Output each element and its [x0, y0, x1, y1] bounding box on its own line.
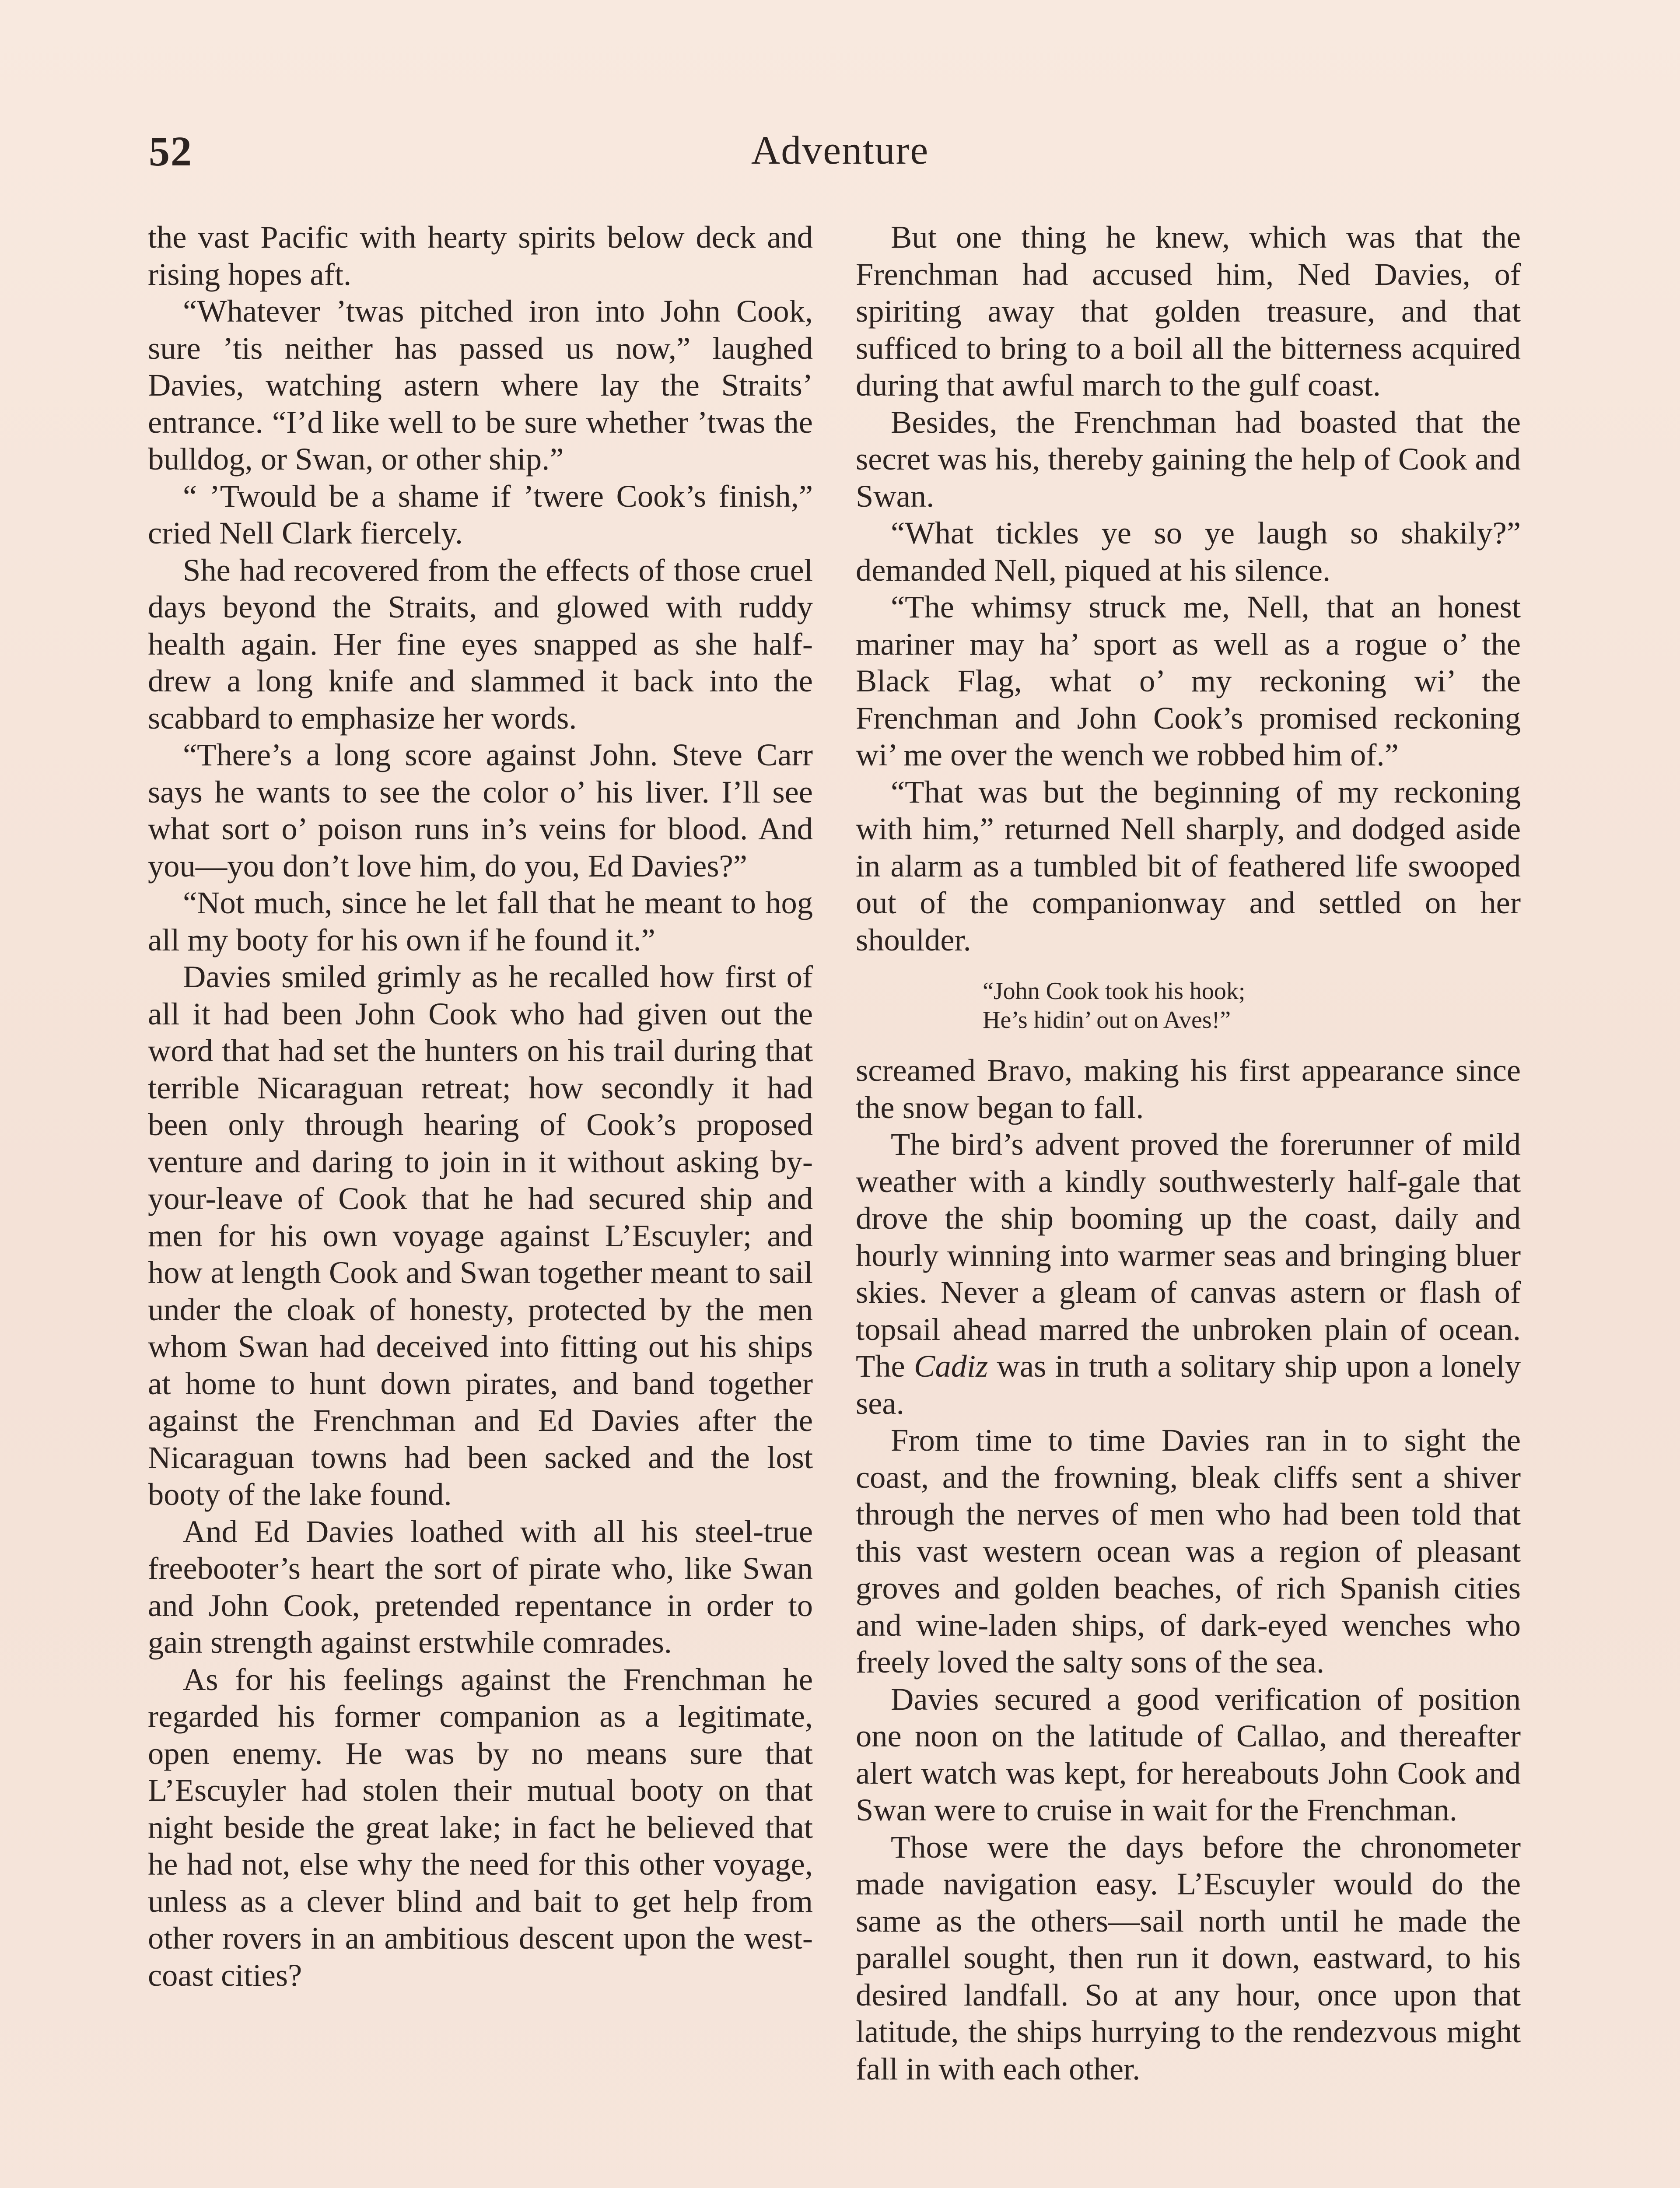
paragraph: She had recovered from the effects of those cruel days beyond the Straits, and glowed with ruddy health again. Her fine eyes snapped as she half-drew a long knife and slammed it back into the scabbard to emphasize her words. — [148, 552, 813, 736]
paragraph: Besides, the Frenchman had boasted that the secret was his, thereby gaining the help of Cook and Swan. — [856, 404, 1521, 514]
paragraph: As for his feelings against the Frenchman he regarded his former companion as a legitimate, open enemy. He was by no means sure that L’Escuyler had stolen their mutual booty on that night beside the great lake; in fact he believed that he had not, else why the need for this other voyage, unless as a clever blind and bait to get help from other rovers in an ambitious descent upon the west-coast cities? — [148, 1661, 813, 1993]
running-head — [149, 127, 1531, 184]
page-header-title: Adventure — [751, 128, 929, 172]
paragraph: Davies smiled grimly as he recalled how first of all it had been John Cook who had given out the word that had set the hunters on his trail during that terrible Nicaraguan retreat; how secondly it had been only through hearing of Cook’s proposed venture and daring to join in it without asking by-your-leave of Cook that he had secured ship and men for his own voyage against L’Escuyler; and how at length Cook and Swan together meant to sail under the cloak of honesty, protected by the men whom Swan had deceived into fitting out his ships at home to hunt down pirates, and band together against the Frenchman and Ed Davies after the Nicaraguan towns had been sacked and the lost booty of the lake found. — [148, 959, 813, 1512]
paragraph: “Not much, since he let fall that he meant to hog all my booty for his own if he found it.” — [148, 885, 813, 957]
right-column — [856, 219, 1521, 2087]
paragraph: And Ed Davies loathed with all his steel-true freebooter’s heart the sort of pirate who, like Swan and John Cook, pretended repentance in order to gain strength against erstwhile comrades. — [148, 1513, 813, 1660]
paragraph: “There’s a long score against John. Steve Carr says he wants to see the color o’ his liver. I’ll see what sort o’ poison runs in’s veins for blood. And you—you don’t love him, do you, Ed Davies?” — [148, 737, 813, 884]
paragraph — [856, 1126, 1521, 1422]
paragraph: “What tickles ye so ye laugh so shakily?” demanded Nell, piqued at his silence. — [856, 515, 1521, 588]
verse-line: He’s hidin’ out on Aves!” — [983, 1006, 1231, 1034]
paragraph: “ ’Twould be a shame if ’twere Cook’s finish,” cried Nell Clark fiercely. — [148, 478, 813, 551]
paragraph: But one thing he knew, which was that the Frenchman had accused him, Ned Davies, of spiriting away that golden treasure, and that sufficed to bring to a boil all the bitterness acquired during that awful march to the gulf coast. — [856, 219, 1521, 403]
paragraph: “That was but the beginning of my reckoning with him,” returned Nell sharply, and dodged aside in alarm as a tumbled bit of feathered life swooped out of the companionway and settled on her shoulder. — [856, 774, 1521, 957]
page-number: 52 — [149, 128, 192, 175]
paragraph: Those were the days before the chronometer made navigation easy. L’Escuyler would do the same as the others—sail north until he made the parallel sought, then run it down, eastward, to his desired landfall. So at any hour, once upon that latitude, the ships hurrying to the rendezvous might fall in with each other. — [856, 1829, 1521, 2086]
paragraph: the vast Pacific with hearty spirits below deck and rising hopes aft. — [148, 219, 813, 292]
paragraph: From time to time Davies ran in to sight the coast, and the frowning, bleak cliffs sent a shiver through the nerves of men who had been told that this vast western ocean was a region of pleasant groves and golden beaches, of rich Spanish cities and wine-laden ships, of dark-eyed wenches who freely loved the salty sons of the sea. — [856, 1422, 1521, 1680]
paragraph: “The whimsy struck me, Nell, that an honest mariner may ha’ sport as well as a rogue o’ the Black Flag, what o’ my reckoning wi’ the Frenchman and John Cook’s promised reckoning wi’ me over the wench we robbed him of.” — [856, 589, 1521, 772]
paragraph-text: The bird’s advent proved the forerunner of mild weather with a kindly southwesterly half-gale that drove the ship booming up the coast, daily and hourly winning into warmer seas and bringing bluer skies. Never a gleam of canvas astern or flash of topsail ahead marred the unbroken plain of ocean. The — [856, 1126, 1521, 1384]
verse-line: “John Cook took his hook; — [983, 978, 1246, 1005]
ship-name: Cadiz — [914, 1348, 988, 1384]
paragraph: Davies secured a good verification of position one noon on the latitude of Callao, and thereafter alert watch was kept, for hereabouts John Cook and Swan were to cruise in wait for the Frenchman. — [856, 1681, 1521, 1827]
verse-quote — [856, 977, 1521, 1034]
paragraph: screamed Bravo, making his first appearance since the snow began to fall. — [856, 1052, 1521, 1125]
paragraph: “Whatever ’twas pitched iron into John Cook, sure ’tis neither has passed us now,” laughed Davies, watching astern where lay the Straits’ entrance. “I’d like well to be sure whether ’twas the bulldog, or Swan, or other ship.” — [148, 293, 813, 477]
left-column — [148, 219, 813, 1994]
paragraph-text: was in truth a solitary ship upon a lonely sea. — [856, 1348, 1521, 1421]
